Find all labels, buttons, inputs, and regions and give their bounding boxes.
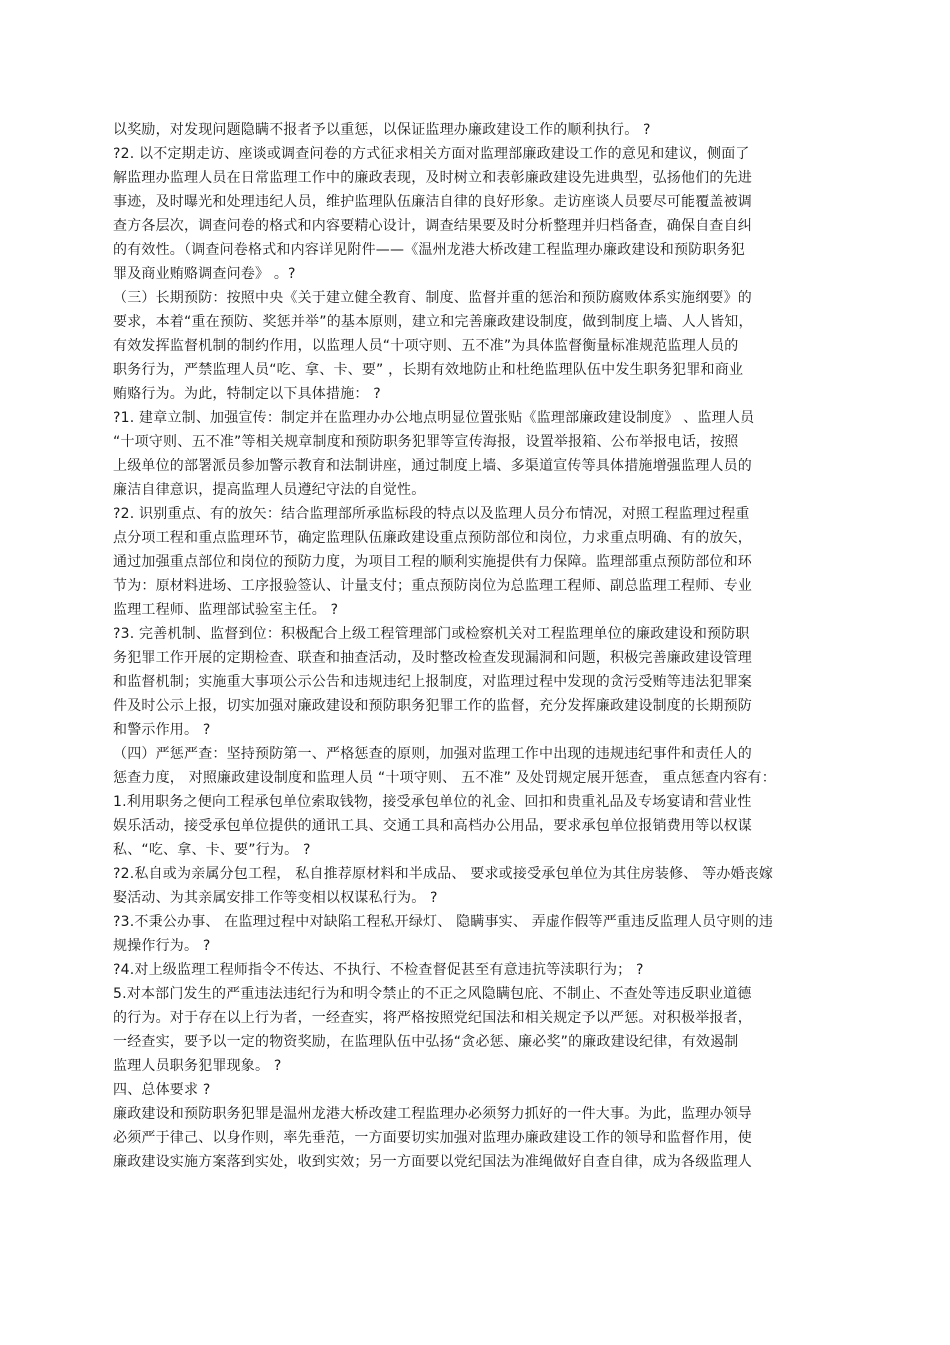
text-line: 以奖励，对发现问题隐瞒不报者予以重惩，以保证监理办廉政建设工作的顺利执行。 ? xyxy=(113,122,651,138)
text-line: 廉政建设和预防职务犯罪是温州龙港大桥改建工程监理办必须努力抓好的一件大事。为此，监理办领导 xyxy=(113,1106,752,1122)
text-line: 通过加强重点部位和岗位的预防力度，为项目工程的顺利实施提供有力保障。监理部重点预防部位和环 xyxy=(113,554,752,570)
text-line: 娱乐活动，接受承包单位提供的通讯工具、交通工具和高档办公用品，要求承包单位报销费用等以权谋 xyxy=(113,818,752,834)
text-line: 的有效性。（调查问卷格式和内容详见附件——《温州龙港大桥改建工程监理办廉政建设和预防职务犯 xyxy=(113,242,745,258)
text-line: 一经查实，要予以一定的物资奖励，在监理队伍中弘扬“贪必惩、廉必奖”的廉政建设纪律，有效遏制 xyxy=(113,1034,739,1050)
document-body xyxy=(113,118,863,1198)
text-line: 娶活动、为其亲属安排工作等变相以权谋私行为。 ? xyxy=(113,890,438,906)
text-line: 1.利用职务之便向工程承包单位索取钱物，接受承包单位的礼金、回扣和贵重礼品及专场宴请和营业性 xyxy=(113,794,752,810)
text-line: ?2. 识别重点、有的放矢：结合监理部所承监标段的特点以及监理人员分布情况，对照工程监理过程重 xyxy=(113,506,750,522)
text-line: 廉政建设实施方案落到实处，收到实效；另一方面要以党纪国法为准绳做好自查自律，成为各级监理人 xyxy=(113,1154,752,1170)
text-line: 惩查力度， 对照廉政建设制度和监理人员 “十项守则、 五不准” 及处罚规定展开惩查， 重点惩查内容有： xyxy=(113,770,776,786)
text-line: 罪及商业贿赂调查问卷》 。? xyxy=(113,266,296,282)
text-line: 规操作行为。 ? xyxy=(113,938,211,954)
text-line: 解监理办监理人员在日常监理工作中的廉政表现，及时树立和表彰廉政建设先进典型，弘扬他们的先进 xyxy=(113,170,752,186)
text-line: ?3. 完善机制、监督到位：积极配合上级工程管理部门或检察机关对工程监理单位的廉政建设和预防职 xyxy=(113,626,750,642)
text-line: 事迹，及时曝光和处理违纪人员，维护监理队伍廉洁自律的良好形象。走访座谈人员要尽可能覆盖被调 xyxy=(113,194,752,210)
text-line: 监理人员职务犯罪现象。 ? xyxy=(113,1058,282,1074)
text-line: 务犯罪工作开展的定期检查、联查和抽查活动，及时整改检查发现漏洞和问题，积极完善廉政建设管理 xyxy=(113,650,752,666)
text-line: （三）长期预防：按照中央《关于建立健全教育、制度、监督并重的惩治和预防腐败体系实施纲要》的 xyxy=(113,290,752,306)
text-line: 职务行为，严禁监理人员“吃、拿、卡、要” ，长期有效地防止和杜绝监理队伍中发生职务犯罪和商业 xyxy=(113,362,744,378)
text-line: 节为：原材料进场、工序报验签认、计量支付；重点预防岗位为总监理工程师、副总监理工程师、专业 xyxy=(113,578,752,594)
text-line: 四、总体要求 ? xyxy=(113,1082,211,1098)
text-line: 廉洁自律意识，提高监理人员遵纪守法的自觉性。 xyxy=(113,482,426,498)
text-line: 必须严于律己、以身作则，率先垂范，一方面要切实加强对监理办廉政建设工作的领导和监督作用，使 xyxy=(113,1130,752,1146)
text-line: 贿赂行为。为此，特制定以下具体措施： ? xyxy=(113,386,381,402)
text-line: （四）严惩严查：坚持预防第一、严格惩查的原则，加强对监理工作中出现的违规违纪事件和责任人的 xyxy=(113,746,752,762)
text-line: 和警示作用。 ? xyxy=(113,722,211,738)
text-line: ?4.对上级监理工程师指令不传达、不执行、不检查督促甚至有意违抗等渎职行为； ? xyxy=(113,962,644,978)
text-line xyxy=(113,1174,863,1198)
text-line: 上级单位的部署派员参加警示教育和法制讲座，通过制度上墙、多渠道宣传等具体措施增强监理人员的 xyxy=(113,458,752,474)
text-line: 查方各层次，调查问卷的格式和内容要精心设计，调查结果要及时分析整理并归档备查，确保自查自纠 xyxy=(113,218,752,234)
text-line: 件及时公示上报，切实加强对廉政建设和预防职务犯罪工作的监督，充分发挥廉政建设制度的长期预防 xyxy=(113,698,752,714)
text-line: 有效发挥监督机制的制约作用，以监理人员“十项守则、五不准”为具体监督衡量标准规范监理人员的 xyxy=(113,338,739,354)
text-line: “十项守则、五不准”等相关规章制度和预防职务犯罪等宣传海报，设置举报箱、公布举报电话，按照 xyxy=(113,434,739,450)
text-line: 和监督机制；实施重大事项公示公告和违规违纪上报制度，对监理过程中发现的贪污受贿等违法犯罪案 xyxy=(113,674,752,690)
text-line: ?3.不秉公办事、 在监理过程中对缺陷工程私开绿灯、 隐瞒事实、 弄虚作假等严重违反监理人员守则的违 xyxy=(113,914,774,930)
text-line: 的行为。对于存在以上行为者，一经查实，将严格按照党纪国法和相关规定予以严惩。对积极举报者， xyxy=(113,1010,752,1026)
text-line: ?1. 建章立制、加强宣传：制定并在监理办办公地点明显位置张贴《监理部廉政建设制度》 、监理人员 xyxy=(113,410,755,426)
text-line: ?2. 以不定期走访、座谈或调查问卷的方式征求相关方面对监理部廉政建设工作的意见和建议，侧面了 xyxy=(113,146,750,162)
text-line: 点分项工程和重点监理环节，确定监理队伍廉政建设重点预防部位和岗位，力求重点明确、有的放矢， xyxy=(113,530,752,546)
text-line: 要求，本着“重在预防、奖惩并举”的基本原则，建立和完善廉政建设制度，做到制度上墙、人人皆知， xyxy=(113,314,753,330)
text-line: ?2.私自或为亲属分包工程， 私自推荐原材料和半成品、 要求或接受承包单位为其住房装修、 等办婚丧嫁 xyxy=(113,866,774,882)
text-line: 私、“吃、拿、卡、要”行为。 ? xyxy=(113,842,311,858)
text-line: 5.对本部门发生的严重违法违纪行为和明令禁止的不正之风隐瞒包庇、不制止、不查处等违反职业道德 xyxy=(113,986,752,1002)
text-line: 监理工程师、监理部试验室主任。 ? xyxy=(113,602,339,618)
